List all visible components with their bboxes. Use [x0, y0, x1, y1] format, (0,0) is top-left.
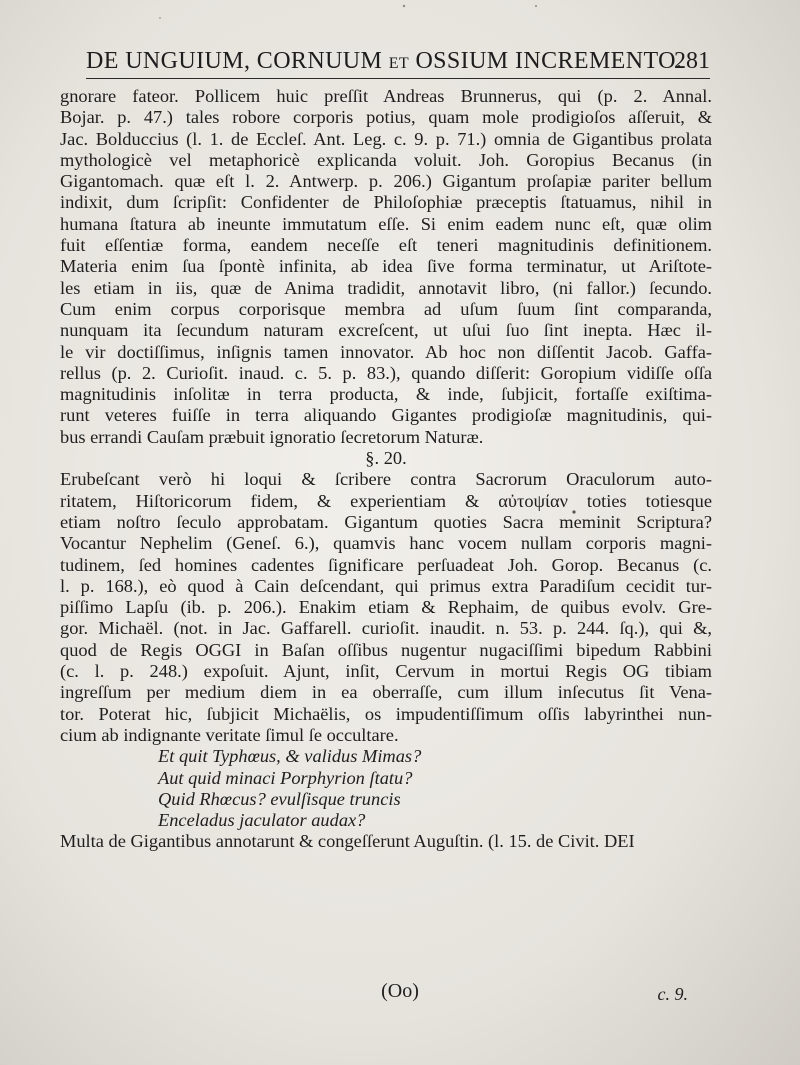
- signature-mark: (Oo): [381, 980, 419, 1002]
- text-line: gor. Michaël. (not. in Jac. Gaffarell. curioſit. inaudit. n. 53. p. 244. ſq.), qui &,: [60, 618, 712, 639]
- paragraph-19-continuation: [60, 86, 712, 448]
- paragraph-20: [60, 469, 712, 746]
- text-line: le vir doctiſſimus, inſignis tamen innovator. Ab hoc non diſſentit Jacob. Gaffa-: [60, 341, 712, 362]
- section-mark: §. 20.: [365, 448, 407, 469]
- text-line: magnitudinis inſolitæ in terra producta, & inde, ſubjicit, fortaſſe exiſtima-: [60, 384, 712, 405]
- text-line: quod de Regis OGGI in Baſan oſſibus nugentur nugaciſſimi bipedum Rabbini: [60, 639, 712, 660]
- text-line: Quid Rhœcus? evulſisque truncis: [158, 788, 401, 809]
- final-line: Multa de Gigantibus annotarunt & congeſſerunt Auguſtin. (l. 15. de Civit. DEI: [60, 831, 635, 852]
- page-number: 281: [674, 48, 710, 74]
- text-line: bus errandi Cauſam præbuit ignoratio ſecretorum Naturæ.: [60, 426, 484, 447]
- text-line: runt veteres fuiſſe in terra aliquando Gigantes prodigioſæ magnitudinis, qui-: [60, 405, 712, 426]
- text-line: (c. l. p. 248.) expoſuit. Ajunt, inſit, Cervum in mortui Regis OG tibiam: [60, 661, 712, 682]
- text-line: Erubeſcant verò hi loqui & ſcribere contra Sacrorum Oraculorum auto-: [60, 469, 712, 490]
- verse-quotation: [60, 746, 712, 831]
- text-line: l. p. 168.), eò quod à Cain deſcendant, qui primus extra Paradiſum cecidit tur-: [60, 575, 712, 596]
- text-line: piſſimo Lapſu (ib. p. 206.). Enakim etiam & Rephaim, de quibus evolv. Gre-: [60, 597, 712, 618]
- text-line: humana ſtatura ab ineunte immutatum eſſe. Si enim eadem nunc eſt, quæ olim: [60, 213, 712, 234]
- text-line: Aut quid minaci Porphyrion ſtatu?: [158, 767, 413, 788]
- catchword: c. 9.: [657, 984, 688, 1004]
- text-line: indixit, dum ſcripſit: Confidenter de Philoſophiæ præceptis ſtatuamus, nihil in: [60, 192, 712, 213]
- text-line: rellus (p. 2. Curioſit. inaud. c. 5. p. 83.), quando diſſerit: Goropium vidiſſe oſſa: [60, 362, 712, 383]
- running-title-rest: OSSIUM INCREMENTO.: [415, 48, 683, 74]
- text-line: les etiam in iis, quæ de Anima tradidit, annotavit libro, (ni fallor.) ſecundo.: [60, 277, 712, 298]
- text-line: ritatem, Hiſtoricorum fidem, & experientiam & αὐτοψίαν toties totiesque: [60, 490, 712, 511]
- text-line: tor. Poterat hic, ſubjicit Michaëlis, os impudentiſſimum oſſis labyrinthei nun-: [60, 703, 712, 724]
- running-title: [86, 48, 682, 75]
- text-line: tudinem, ſed homines cadentes ſignificare perſuadeat Joh. Gorop. Becanus (c.: [60, 554, 712, 575]
- text-line: Cum enim corpus corporisque membra ad uſum ſuum ſint comparanda,: [60, 298, 712, 319]
- text-line: Bojar. p. 47.) tales robore corporis potius, quam mole prodigioſos aſſeruit, &: [60, 107, 712, 128]
- body-text: [60, 86, 712, 853]
- running-title-et: ET: [388, 55, 410, 72]
- running-header: [86, 44, 710, 79]
- text-line: Et quit Typhœus, & validus Mimas?: [158, 746, 422, 767]
- text-line: Gigantomach. quæ eſt l. 2. Antwerp. p. 206.) Gigantum proſapiæ pariter bellum: [60, 171, 712, 192]
- text-line: Materia enim ſua ſpontè infinita, ab idea ſive forma terminatur, ut Ariſtote-: [60, 256, 712, 277]
- running-title-main: DE UNGUIUM, CORNUUM: [86, 48, 383, 74]
- text-line: etiam noſtro ſeculo approbatam. Gigantum quoties Sacra meminit Scriptura?: [60, 511, 712, 532]
- text-line: mythologicè vel metaphoricè explicanda voluit. Joh. Goropius Becanus (in: [60, 149, 712, 170]
- text-line: gnorare fateor. Pollicem huic preſſit Andreas Brunnerus, qui (p. 2. Annal.: [60, 86, 712, 106]
- text-line: ingreſſum per medium diem in ea oberraſſe, cum illum inſecutus ſit Vena-: [60, 682, 712, 703]
- text-line: fuit eſſentiæ forma, eandem neceſſe eſt teneri magnitudinis definitionem.: [60, 235, 712, 256]
- text-line: Jac. Bolduccius (l. 1. de Eccleſ. Ant. Leg. c. 9. p. 71.) omnia de Gigantibus prolata: [60, 128, 712, 149]
- text-line: cium ab indignante veritate ſimul ſe occultare.: [60, 724, 399, 745]
- text-line: Vocantur Nephelim (Geneſ. 6.), quamvis hanc vocem nullam corporis magni-: [60, 533, 712, 554]
- text-line: nunquam ita ſecundum naturam excreſcent, ut uſui ſuo ſint inepta. Hæc il-: [60, 320, 712, 341]
- text-line: Enceladus jaculator audax?: [158, 810, 366, 831]
